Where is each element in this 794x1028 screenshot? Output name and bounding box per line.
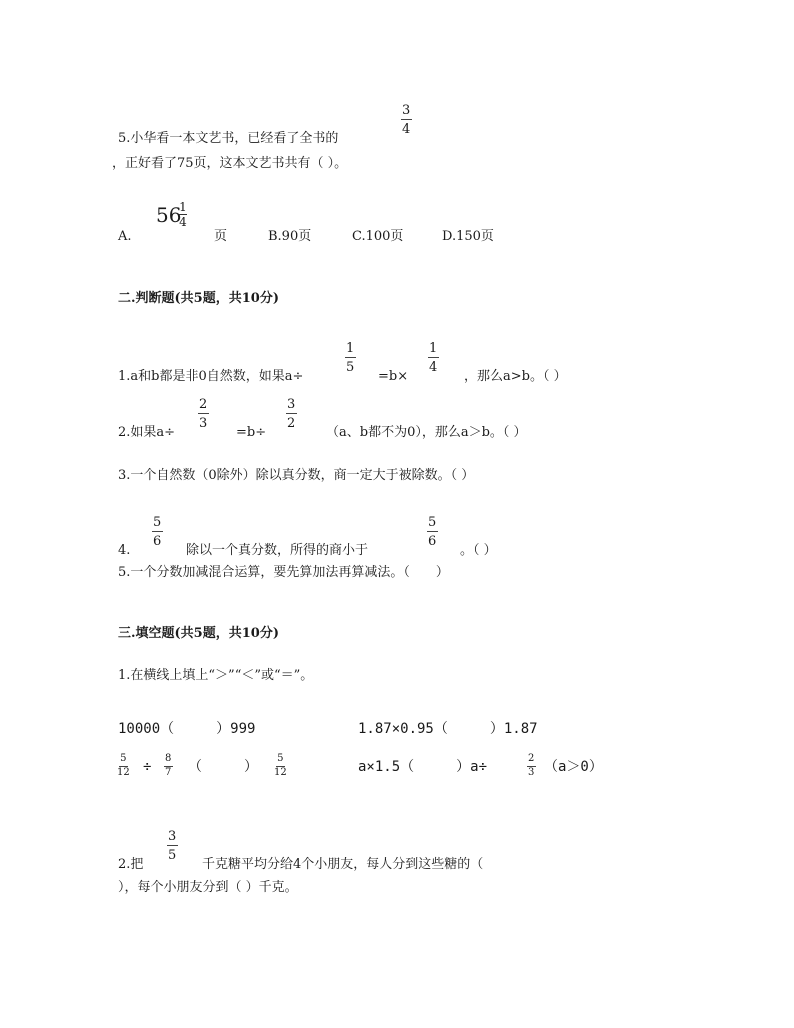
- s3-row1-left: 10000（ ）999: [118, 721, 256, 737]
- s2-item3: 3.一个自然数（0除外）除以真分数，商一定大于被除数。（ ）: [118, 468, 475, 483]
- s3-row2-right-part2: （a＞0）: [544, 759, 603, 775]
- s3-row2-fraction2: [163, 754, 173, 778]
- s2-item2-fraction2: [285, 398, 297, 430]
- fraction-numerator: 2: [528, 753, 535, 764]
- fraction-numerator: 8: [165, 753, 172, 764]
- fraction-denominator: 5: [346, 360, 355, 375]
- section3-heading: 三.填空题(共5题，共10分): [118, 626, 279, 641]
- q5-option-a-fraction: [179, 201, 187, 228]
- s3-row2-divide-sign: ÷: [143, 759, 152, 775]
- fraction-denominator: 4: [179, 215, 187, 229]
- s3-row2-fraction4: [526, 754, 536, 778]
- s2-item4-part2: 除以一个真分数，所得的商小于: [186, 543, 369, 558]
- fraction-numerator: 5: [428, 515, 437, 530]
- s2-item2-fraction1: [197, 398, 209, 430]
- s2-item4-fraction2: [426, 516, 438, 548]
- s2-item4-fraction1: [151, 516, 163, 548]
- q5-text-before: 5.小华看一本文艺书，已经看了全书的: [118, 131, 339, 146]
- fraction-denominator: 6: [428, 534, 437, 549]
- q5-option-a-label: A.: [118, 229, 132, 244]
- s2-item2-part2: =b÷: [236, 425, 267, 440]
- fraction-numerator: 5: [153, 515, 162, 530]
- fraction-denominator: 12: [117, 767, 130, 778]
- fraction-denominator: 6: [153, 534, 162, 549]
- s2-item1-part3: ，那么a>b。（ ）: [464, 369, 567, 384]
- q5-option-b: B.90页: [268, 229, 312, 244]
- fraction-denominator: 4: [402, 122, 411, 137]
- fraction-denominator: 12: [274, 767, 287, 778]
- fraction-numerator: 2: [199, 397, 208, 412]
- q5-option-a-unit: 页: [214, 229, 228, 244]
- s3-item2-part1: 2.把: [118, 857, 144, 872]
- s3-row1-right: 1.87×0.95（ ）1.87: [358, 721, 538, 737]
- s3-row2-fraction1: [117, 754, 130, 778]
- q5-fraction: [400, 104, 412, 136]
- s3-row2-fraction3: [274, 754, 287, 778]
- fraction-denominator: 7: [165, 767, 172, 778]
- s3-item2-fraction: [166, 830, 178, 862]
- s2-item1-part2: =b×: [378, 369, 409, 384]
- s3-row2-paren: （ ）: [188, 759, 258, 775]
- q5-option-d: D.150页: [442, 229, 494, 244]
- fraction-numerator: 1: [179, 200, 187, 214]
- fraction-numerator: 3: [287, 397, 296, 412]
- s3-item2-part2: 千克糖平均分给4个小朋友，每人分到这些糖的（: [202, 857, 484, 872]
- s2-item2-part3: （a、b都不为0），那么a＞b。（ ）: [326, 425, 527, 440]
- fraction-numerator: 1: [429, 341, 438, 356]
- fraction-numerator: 3: [402, 103, 411, 118]
- s3-row2-right-part1: a×1.5（ ）a÷: [358, 759, 488, 775]
- q5-text-after: ，正好看了75页，这本文艺书共有（ ）。: [112, 156, 348, 171]
- s2-item4-part1: 4.: [118, 543, 131, 558]
- fraction-denominator: 2: [287, 416, 296, 431]
- q5-option-a-whole: 56: [156, 203, 182, 227]
- s2-item2-part1: 2.如果a÷: [118, 425, 176, 440]
- s3-item1-title: 1.在横线上填上“＞”“＜”或“＝”。: [118, 668, 314, 683]
- section2-heading: 二.判断题(共5题，共10分): [118, 291, 279, 306]
- fraction-denominator: 5: [168, 848, 177, 863]
- fraction-numerator: 3: [168, 829, 177, 844]
- s2-item1-part1: 1.a和b都是非0自然数，如果a÷: [118, 369, 304, 384]
- s2-item1-fraction1: [344, 342, 356, 374]
- q5-option-c: C.100页: [352, 229, 404, 244]
- fraction-denominator: 4: [429, 360, 438, 375]
- fraction-numerator: 5: [120, 753, 127, 764]
- fraction-denominator: 3: [528, 767, 535, 778]
- fraction-numerator: 1: [346, 341, 355, 356]
- s2-item5: 5.一个分数加减混合运算，要先算加法再算减法。（ ）: [118, 565, 449, 580]
- s3-item2-part3: ），每个小朋友分到（ ）千克。: [118, 880, 298, 895]
- fraction-denominator: 3: [199, 416, 208, 431]
- s2-item1-fraction2: [427, 342, 439, 374]
- fraction-numerator: 5: [277, 753, 284, 764]
- s2-item4-part3: 。（ ）: [460, 543, 497, 558]
